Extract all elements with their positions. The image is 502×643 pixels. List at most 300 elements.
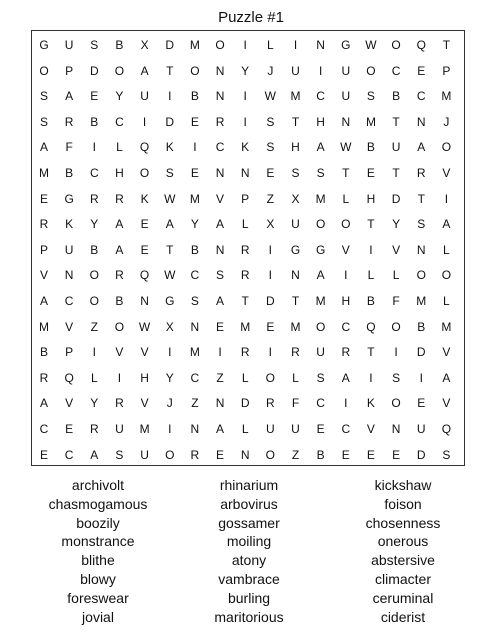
grid-letter[interactable]: S xyxy=(190,294,199,308)
grid-letter[interactable]: X xyxy=(140,38,149,52)
grid-letter[interactable]: O xyxy=(341,217,351,232)
word-list-item: atony xyxy=(231,552,267,569)
grid-letter[interactable]: V xyxy=(216,191,225,206)
grid-letter[interactable]: O xyxy=(114,63,125,78)
grid-letter[interactable]: F xyxy=(291,396,300,411)
grid-letter[interactable]: R xyxy=(240,345,250,360)
grid-letter[interactable]: E xyxy=(90,89,99,104)
grid-letter[interactable]: A xyxy=(216,422,225,436)
grid-letter[interactable]: D xyxy=(391,191,401,206)
grid-letter[interactable]: N xyxy=(215,242,225,257)
grid-letter[interactable]: B xyxy=(115,38,124,52)
grid-letter[interactable]: S xyxy=(392,370,401,385)
grid-letter[interactable]: L xyxy=(367,268,375,283)
grid-letter[interactable]: R xyxy=(215,114,225,129)
grid-letter[interactable]: A xyxy=(442,217,451,232)
grid-letter[interactable]: S xyxy=(366,89,375,104)
grid-letter[interactable]: N xyxy=(391,422,401,436)
word-list-item: chosenness xyxy=(365,514,441,531)
grid-letter[interactable]: A xyxy=(140,63,149,78)
grid-letter[interactable]: C xyxy=(391,63,401,78)
grid-letter[interactable]: A xyxy=(39,294,48,308)
grid-letter[interactable]: O xyxy=(416,268,426,283)
grid-letter[interactable]: T xyxy=(166,63,174,78)
grid-letter[interactable]: V xyxy=(115,345,124,360)
grid-letter[interactable]: I xyxy=(268,242,273,257)
grid-letter[interactable]: D xyxy=(240,396,250,411)
grid-letter[interactable]: A xyxy=(39,396,48,411)
grid-letter[interactable]: C xyxy=(190,268,200,283)
grid-letter[interactable]: N xyxy=(291,268,300,283)
grid-letter[interactable]: H xyxy=(316,114,325,129)
grid-letter[interactable]: P xyxy=(39,242,48,257)
grid-letter[interactable]: R xyxy=(341,345,351,360)
grid-letter[interactable]: R xyxy=(39,217,49,232)
grid-letter[interactable]: E xyxy=(366,447,375,462)
grid-letter[interactable]: H xyxy=(291,140,300,155)
grid-letter[interactable]: O xyxy=(190,63,200,78)
grid-letter[interactable]: V xyxy=(366,422,375,436)
grid-letter[interactable]: L xyxy=(267,38,274,52)
grid-letter[interactable]: M xyxy=(189,38,200,52)
grid-letter[interactable]: U xyxy=(291,217,300,232)
grid-letter[interactable]: X xyxy=(165,319,174,334)
grid-letter[interactable]: G xyxy=(39,38,49,52)
word-list-item: climacter xyxy=(374,570,431,587)
grid-letter[interactable]: A xyxy=(65,89,74,104)
grid-letter[interactable]: I xyxy=(243,114,247,129)
grid-letter[interactable]: Y xyxy=(115,89,124,104)
grid-letter[interactable]: N xyxy=(215,396,225,411)
grid-letter[interactable]: W xyxy=(164,268,176,283)
grid-letter[interactable]: D xyxy=(89,63,99,78)
grid-letter[interactable]: Y xyxy=(190,217,199,232)
grid-letter[interactable]: A xyxy=(216,294,225,308)
grid-letter[interactable]: O xyxy=(391,319,401,334)
grid-letter[interactable]: T xyxy=(417,191,425,206)
grid-letter[interactable]: A xyxy=(316,268,325,283)
grid-letter[interactable]: S xyxy=(39,114,48,129)
grid-letter[interactable]: C xyxy=(190,370,200,385)
grid-letter[interactable]: N xyxy=(240,166,250,180)
grid-letter[interactable]: E xyxy=(65,422,74,436)
grid-letter[interactable]: I xyxy=(117,370,122,385)
grid-letter[interactable]: D xyxy=(266,294,275,308)
grid-letter[interactable]: T xyxy=(367,345,375,360)
grid-letter[interactable]: E xyxy=(216,447,225,462)
grid-letter[interactable]: Z xyxy=(216,370,224,385)
grid-letter[interactable]: A xyxy=(115,242,124,257)
grid-letter[interactable]: N xyxy=(190,422,200,436)
grid-letter[interactable]: J xyxy=(267,63,274,78)
grid-letter[interactable]: L xyxy=(392,268,400,283)
grid-letter[interactable]: I xyxy=(142,114,147,129)
grid-letter[interactable]: E xyxy=(266,319,275,334)
grid-letter[interactable]: E xyxy=(190,166,199,180)
grid-letter[interactable]: K xyxy=(165,140,174,155)
grid-letter[interactable]: Z xyxy=(90,319,98,334)
grid-letter[interactable]: B xyxy=(190,242,199,257)
grid-letter[interactable]: V xyxy=(442,345,451,360)
grid-letter[interactable]: U xyxy=(391,140,401,155)
grid-letter[interactable]: A xyxy=(341,370,350,385)
grid-letter[interactable]: R xyxy=(291,345,300,360)
grid-letter[interactable]: F xyxy=(392,294,400,308)
grid-letter[interactable]: E xyxy=(266,166,275,180)
grid-letter[interactable]: I xyxy=(293,38,298,52)
grid-letter[interactable]: C xyxy=(64,294,74,308)
grid-letter[interactable]: M xyxy=(240,319,251,334)
word-list-item: maritorious xyxy=(214,608,284,625)
grid-letter[interactable]: R xyxy=(115,191,124,206)
grid-letter[interactable]: R xyxy=(115,268,124,283)
grid-letter[interactable]: P xyxy=(65,345,74,360)
grid-letter[interactable]: R xyxy=(39,370,49,385)
grid-letter[interactable]: E xyxy=(190,114,199,129)
grid-letter[interactable]: L xyxy=(90,370,98,385)
grid-letter[interactable]: N xyxy=(341,114,351,129)
grid-letter[interactable]: Y xyxy=(90,396,99,411)
grid-letter[interactable]: I xyxy=(344,396,348,411)
grid-letter[interactable]: G xyxy=(341,38,351,52)
grid-letter[interactable]: L xyxy=(443,242,450,257)
grid-letter[interactable]: I xyxy=(268,268,273,283)
grid-letter[interactable]: B xyxy=(366,294,375,308)
grid-letter[interactable]: I xyxy=(193,140,197,155)
grid-letter[interactable]: E xyxy=(316,422,325,436)
grid-letter[interactable]: S xyxy=(115,447,124,462)
grid-letter[interactable]: I xyxy=(369,370,373,385)
grid-letter[interactable]: W xyxy=(340,140,352,155)
grid-letter[interactable]: E xyxy=(366,166,375,180)
grid-letter[interactable]: O xyxy=(441,268,452,283)
word-column xyxy=(323,476,483,626)
grid-letter[interactable]: I xyxy=(268,345,273,360)
grid-letter[interactable]: R xyxy=(240,242,250,257)
grid-letter[interactable]: O xyxy=(114,319,125,334)
grid-letter[interactable]: V xyxy=(392,242,401,257)
grid-letter[interactable]: C xyxy=(89,166,99,180)
grid-letter[interactable]: O xyxy=(315,217,326,232)
grid-letter[interactable]: Y xyxy=(90,217,99,232)
grid-letter[interactable]: W xyxy=(365,38,377,52)
grid-letter[interactable]: N xyxy=(240,447,250,462)
grid-letter[interactable]: L xyxy=(443,294,450,308)
grid-letter[interactable]: Z xyxy=(191,396,199,411)
grid-letter[interactable]: L xyxy=(292,370,299,385)
grid-letter[interactable]: U xyxy=(115,422,124,436)
grid-letter[interactable]: O xyxy=(265,370,276,385)
grid-letter[interactable]: M xyxy=(189,345,200,360)
grid-letter[interactable]: M xyxy=(441,319,452,334)
grid-letter[interactable]: C xyxy=(416,89,426,104)
grid-letter[interactable]: E xyxy=(216,319,225,334)
grid-letter[interactable]: B xyxy=(366,140,375,155)
grid-letter[interactable]: B xyxy=(392,89,401,104)
grid-letter[interactable]: Q xyxy=(139,268,150,283)
grid-letter[interactable]: N xyxy=(140,294,149,308)
grid-letter[interactable]: M xyxy=(416,294,427,308)
grid-letter[interactable]: I xyxy=(92,140,96,155)
grid-letter[interactable]: M xyxy=(39,166,49,180)
grid-letter[interactable]: J xyxy=(443,114,450,129)
grid-letter[interactable]: D xyxy=(416,345,426,360)
grid-letter[interactable]: Q xyxy=(64,370,74,385)
grid-letter[interactable]: S xyxy=(90,38,99,52)
grid-letter[interactable]: S xyxy=(316,166,325,180)
grid-letter[interactable]: U xyxy=(341,63,351,78)
grid-letter[interactable]: M xyxy=(290,319,301,334)
grid-letter[interactable]: M xyxy=(441,89,452,104)
grid-letter[interactable]: H xyxy=(140,370,149,385)
grid-letter[interactable]: I xyxy=(168,345,172,360)
grid-letter[interactable]: E xyxy=(39,191,48,206)
grid-letter[interactable]: A xyxy=(115,217,124,232)
grid-letter[interactable]: V xyxy=(140,345,149,360)
grid-letter[interactable]: M xyxy=(365,114,376,129)
grid-letter[interactable]: S xyxy=(316,370,325,385)
grid-letter[interactable]: U xyxy=(64,242,74,257)
grid-letter[interactable]: V xyxy=(341,242,350,257)
grid-letter[interactable]: E xyxy=(417,396,426,411)
word-list-item: gossamer xyxy=(218,514,280,531)
grid-letter[interactable]: O xyxy=(89,268,99,283)
grid-letter[interactable]: I xyxy=(369,242,373,257)
grid-letter[interactable]: X xyxy=(266,217,275,232)
grid-letter[interactable]: K xyxy=(366,396,375,411)
grid-letter[interactable]: U xyxy=(291,63,300,78)
grid-letter[interactable]: A xyxy=(90,447,99,462)
grid-letter[interactable]: I xyxy=(444,191,449,206)
grid-letter[interactable]: N xyxy=(416,242,426,257)
grid-letter[interactable]: P xyxy=(442,63,451,78)
grid-letter[interactable]: N xyxy=(215,89,225,104)
grid-letter[interactable]: B xyxy=(190,89,199,104)
grid-letter[interactable]: K xyxy=(140,191,149,206)
grid-letter[interactable]: O xyxy=(265,447,276,462)
grid-letter[interactable]: K xyxy=(65,217,74,232)
grid-letter[interactable]: U xyxy=(140,89,149,104)
grid-letter[interactable]: A xyxy=(442,370,451,385)
grid-letter[interactable]: O xyxy=(215,38,225,52)
grid-letter[interactable]: I xyxy=(318,63,323,78)
grid-letter[interactable]: S xyxy=(291,166,300,180)
grid-letter[interactable]: E xyxy=(140,242,149,257)
grid-letter[interactable]: L xyxy=(241,370,249,385)
grid-letter[interactable]: T xyxy=(442,38,451,52)
grid-letter[interactable]: R xyxy=(190,447,200,462)
grid-letter[interactable]: T xyxy=(342,166,350,180)
grid-letter[interactable]: S xyxy=(266,140,275,155)
grid-letter[interactable]: U xyxy=(140,447,149,462)
grid-letter[interactable]: S xyxy=(442,447,451,462)
grid-letter[interactable]: C xyxy=(39,422,49,436)
grid-letter[interactable]: I xyxy=(243,38,247,52)
grid-letter[interactable]: O xyxy=(139,166,150,180)
grid-letter[interactable]: O xyxy=(366,63,376,78)
grid-letter[interactable]: O xyxy=(89,294,99,308)
grid-letter[interactable]: D xyxy=(416,447,426,462)
grid-letter[interactable]: Y xyxy=(165,370,174,385)
grid-letter[interactable]: O xyxy=(315,319,326,334)
grid-letter[interactable]: M xyxy=(290,89,301,104)
grid-letter[interactable]: U xyxy=(291,422,300,436)
grid-letter[interactable]: E xyxy=(392,447,401,462)
grid-letter[interactable]: V xyxy=(65,319,74,334)
grid-letter[interactable]: V xyxy=(39,268,48,283)
grid-letter[interactable]: A xyxy=(165,217,174,232)
grid-letter[interactable]: U xyxy=(266,422,275,436)
grid-letter[interactable]: R xyxy=(240,268,250,283)
grid-letter[interactable]: M xyxy=(315,191,326,206)
letter-grid xyxy=(31,30,465,466)
grid-letter[interactable]: O xyxy=(391,396,401,411)
grid-letter[interactable]: I xyxy=(243,89,247,104)
grid-letter[interactable]: M xyxy=(315,294,326,308)
grid-letter[interactable]: R xyxy=(115,396,124,411)
grid-letter[interactable]: S xyxy=(266,114,275,129)
grid-letter[interactable]: T xyxy=(166,242,174,257)
grid-letter[interactable]: Z xyxy=(291,447,300,462)
word-list-item: blithe xyxy=(81,552,115,569)
grid-letter[interactable]: I xyxy=(344,268,348,283)
grid-letter[interactable]: W xyxy=(138,319,151,334)
grid-letter[interactable]: N xyxy=(190,319,200,334)
word-column xyxy=(18,476,178,626)
grid-letter[interactable]: W xyxy=(164,191,176,206)
grid-letter[interactable]: B xyxy=(90,242,99,257)
grid-letter[interactable]: U xyxy=(316,345,325,360)
grid-letter[interactable]: N xyxy=(215,166,225,180)
grid-letter[interactable]: U xyxy=(341,89,351,104)
grid-letter[interactable]: L xyxy=(241,217,249,232)
grid-letter[interactable]: S xyxy=(216,268,225,283)
grid-letter[interactable]: N xyxy=(64,268,74,283)
grid-letter[interactable]: Q xyxy=(441,422,452,436)
grid-letter[interactable]: C xyxy=(115,114,124,129)
word-list-item: foison xyxy=(384,495,422,512)
grid-letter[interactable]: U xyxy=(64,38,74,52)
grid-letter[interactable]: R xyxy=(89,191,99,206)
grid-letter[interactable]: J xyxy=(166,396,173,411)
grid-letter[interactable]: Q xyxy=(139,140,150,155)
grid-letter[interactable]: C xyxy=(316,89,325,104)
grid-letter[interactable]: V xyxy=(442,166,451,180)
grid-letter[interactable]: I xyxy=(168,422,172,436)
grid-letter[interactable]: U xyxy=(416,422,426,436)
grid-letter[interactable]: V xyxy=(442,396,451,411)
grid-letter[interactable]: B xyxy=(65,166,74,180)
grid-letter[interactable]: R xyxy=(416,166,426,180)
grid-letter[interactable]: O xyxy=(165,447,175,462)
grid-letter[interactable]: D xyxy=(165,38,175,52)
grid-letter[interactable]: T xyxy=(291,294,300,308)
grid-letter[interactable]: O xyxy=(441,140,452,155)
grid-letter[interactable]: N xyxy=(316,38,325,52)
grid-letter[interactable]: C xyxy=(341,422,351,436)
grid-letter[interactable]: I xyxy=(394,345,398,360)
grid-letter[interactable]: G xyxy=(290,242,301,257)
grid-letter[interactable]: E xyxy=(39,447,48,462)
grid-letter[interactable]: A xyxy=(417,140,426,155)
grid-letter[interactable]: I xyxy=(218,345,222,360)
grid-letter[interactable]: T xyxy=(392,114,400,129)
grid-letter[interactable]: E xyxy=(417,63,426,78)
grid-letter[interactable]: P xyxy=(65,63,74,78)
grid-letter[interactable]: S xyxy=(165,166,174,180)
grid-letter[interactable]: A xyxy=(39,140,48,155)
grid-letter[interactable]: C xyxy=(316,396,325,411)
grid-letter[interactable]: Y xyxy=(241,63,250,78)
grid-letter[interactable]: S xyxy=(39,89,48,104)
word-list-item: monstrance xyxy=(61,533,135,550)
grid-letter[interactable]: D xyxy=(165,114,175,129)
grid-letter[interactable]: C xyxy=(341,319,351,334)
grid-letter[interactable]: N xyxy=(416,114,426,129)
grid-letter[interactable]: X xyxy=(291,191,300,206)
grid-letter[interactable]: B xyxy=(115,294,124,308)
grid-letter[interactable]: S xyxy=(417,217,426,232)
grid-letter[interactable]: R xyxy=(89,422,99,436)
grid-letter[interactable]: O xyxy=(391,38,401,52)
grid-letter[interactable]: G xyxy=(165,294,175,308)
grid-letter[interactable]: T xyxy=(291,114,300,129)
grid-letter[interactable]: L xyxy=(116,140,123,155)
grid-letter[interactable]: H xyxy=(366,191,376,206)
grid-letter[interactable]: E xyxy=(341,447,350,462)
grid-letter[interactable]: R xyxy=(266,396,275,411)
grid-letter[interactable]: B xyxy=(39,345,48,360)
grid-letter[interactable]: I xyxy=(92,345,96,360)
grid-letter[interactable]: H xyxy=(341,294,351,308)
grid-letter[interactable]: E xyxy=(140,217,149,232)
grid-letter[interactable]: O xyxy=(39,63,49,78)
grid-letter[interactable]: I xyxy=(419,370,423,385)
grid-letter[interactable]: B xyxy=(316,447,325,462)
grid-letter[interactable]: B xyxy=(417,319,426,334)
grid-letter[interactable]: M xyxy=(189,191,200,206)
grid-letter[interactable]: M xyxy=(39,319,49,334)
grid-letter[interactable]: F xyxy=(65,140,73,155)
grid-letter[interactable]: L xyxy=(241,422,249,436)
grid-letter[interactable]: C xyxy=(64,447,74,462)
grid-letter[interactable]: Q xyxy=(416,38,426,52)
grid-letter[interactable]: T xyxy=(241,294,249,308)
grid-letter[interactable]: R xyxy=(64,114,74,129)
grid-letter[interactable]: M xyxy=(139,422,150,436)
grid-letter[interactable]: W xyxy=(264,89,276,104)
grid-letter[interactable]: G xyxy=(64,191,74,206)
grid-letter[interactable]: H xyxy=(115,166,124,180)
grid-letter[interactable]: Y xyxy=(392,217,401,232)
grid-letter[interactable]: I xyxy=(168,89,172,104)
grid-letter[interactable]: T xyxy=(392,166,400,180)
grid-letter[interactable]: A xyxy=(316,140,325,155)
grid-letter[interactable]: P xyxy=(241,191,250,206)
grid-letter[interactable]: T xyxy=(367,217,375,232)
grid-letter[interactable]: K xyxy=(241,140,250,155)
grid-letter[interactable]: G xyxy=(315,242,326,257)
grid-letter[interactable]: L xyxy=(342,191,350,206)
grid-letter[interactable]: Q xyxy=(366,319,376,334)
grid-letter[interactable]: N xyxy=(215,63,225,78)
grid-letter[interactable]: V xyxy=(140,396,149,411)
grid-letter[interactable]: Z xyxy=(266,191,275,206)
grid-letter[interactable]: B xyxy=(90,114,99,129)
grid-letter[interactable]: C xyxy=(215,140,225,155)
grid-letter[interactable]: V xyxy=(65,396,74,411)
grid-letter[interactable]: A xyxy=(216,217,225,232)
